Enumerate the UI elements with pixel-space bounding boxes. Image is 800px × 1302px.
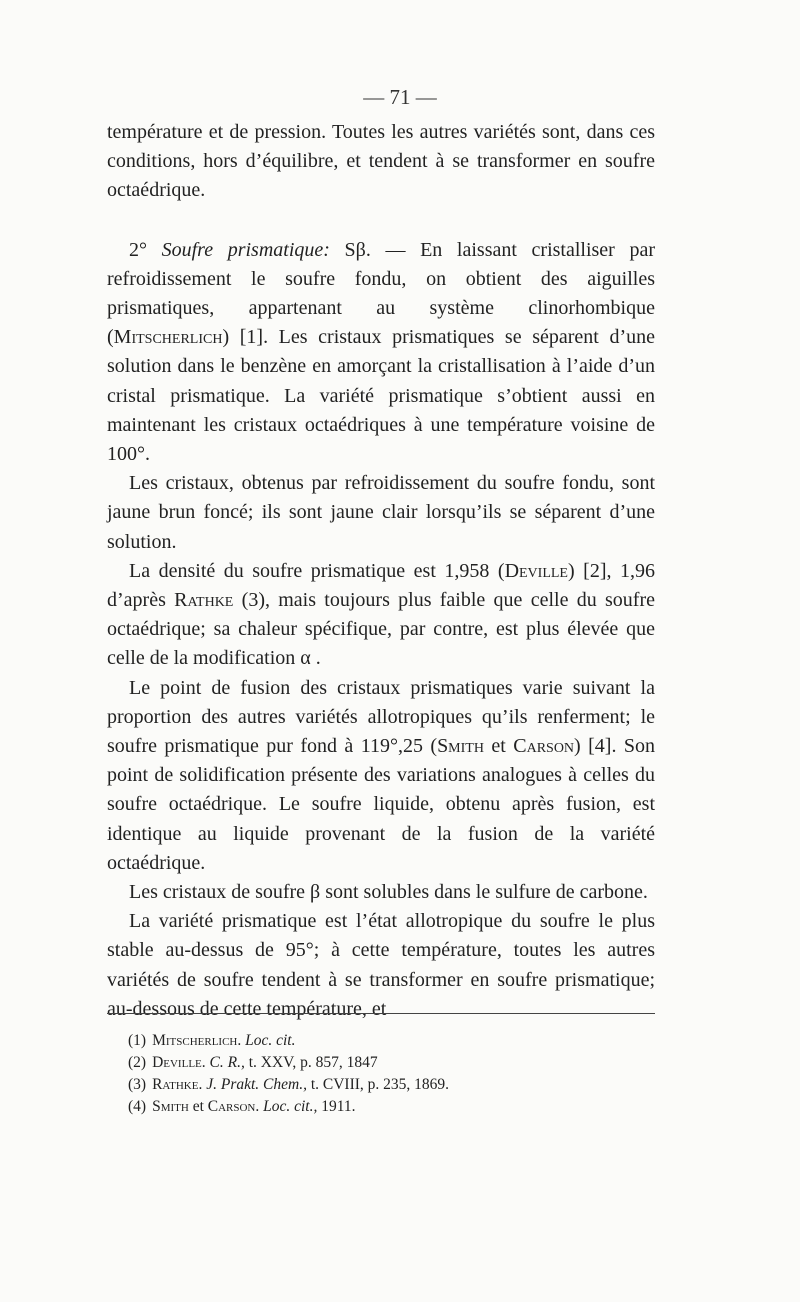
paragraph-text: (3), mais toujours plus faible que celle du soufre octaédrique; sa chaleur spécifique, par contre, est plus élevée que celle de la modification α . <box>107 589 655 670</box>
paragraph-densite <box>107 557 655 674</box>
footnote-detail: t. XXV, p. 857, 1847 <box>244 1054 378 1071</box>
footnote-4 <box>128 1096 655 1118</box>
paragraph-text: Sβ. — En laissant cristalliser par refroidissement le soufre fondu, on obtient des aiguilles prismatiques, appartenant au système clinorhombique ( <box>107 238 655 349</box>
paragraph-text: et <box>483 735 514 758</box>
author-name: Rathke <box>174 589 234 612</box>
paragraph-soufre-prismatique <box>107 236 655 470</box>
footnote-author: Deville. <box>152 1054 206 1071</box>
footnote-author: Rathke. <box>152 1076 203 1093</box>
footnote-joiner: et <box>188 1098 208 1115</box>
footnote-divider <box>107 1013 655 1014</box>
author-name: Smith <box>437 735 484 758</box>
footnote-marker: (3) <box>128 1076 147 1093</box>
body-text <box>107 118 655 1024</box>
page-number: — 71 — <box>363 85 437 109</box>
section-number: 2° <box>129 238 162 261</box>
footnote-marker: (1) <box>128 1032 147 1049</box>
paragraph-stabilite: La variété prismatique est l’état allotropique du soufre le plus stable au-dessus de 95°; à cette température, toutes les autres variétés de soufre tendent à se transformer en soufre prismatique; au-dessous de cette température, et <box>107 910 655 1020</box>
paragraph-text: ) [2], 1,96 d’après <box>107 559 655 612</box>
footnote-detail: 1911. <box>317 1098 356 1115</box>
footnote-marker: (4) <box>128 1098 147 1115</box>
footnote-reference: J. Prakt. Chem., <box>206 1076 307 1093</box>
footnote-detail: t. CVIII, p. 235, 1869. <box>306 1076 450 1093</box>
footnote-2 <box>128 1052 655 1074</box>
paragraph-text: ) [4]. Son point de solidification présente des variations analogues à celles du soufre octaédrique. Le soufre liquide, obtenu après fusion, est identique au liquide provenant de la fusion de la variété octaédrique. <box>107 735 655 874</box>
footnote-3 <box>128 1074 655 1096</box>
footnote-author: Mitscherlich. <box>152 1032 242 1049</box>
paragraph-couleur: Les cristaux, obtenus par refroidissement du soufre fondu, sont jaune brun foncé; ils sont jaune clair lorsqu’ils se séparent d’une solution. <box>107 472 655 553</box>
author-name: Deville <box>504 559 568 582</box>
footnotes <box>128 1030 655 1118</box>
footnote-author: Carson. <box>207 1098 260 1115</box>
paragraph-continuation: température et de pression. Toutes les autres variétés sont, dans ces conditions, hors d’équilibre, et tendent à se transformer en soufre octaédrique. <box>107 121 655 202</box>
footnote-reference: Loc. cit. <box>245 1032 296 1049</box>
section-title: Soufre prismatique: <box>161 238 330 261</box>
paragraph-solubilite: Les cristaux de soufre β sont solubles dans le sulfure de carbone. <box>129 881 648 904</box>
footnote-author: Smith <box>152 1098 189 1115</box>
footnote-marker: (2) <box>128 1054 147 1071</box>
paragraph-text: Le point de fusion des cristaux prismatiques varie suivant la proportion des autres variétés allotropiques qu’ils renferment; le soufre prismatique pur fond à 119°,25 ( <box>107 676 655 758</box>
footnote-reference: Loc. cit., <box>263 1098 318 1115</box>
paragraph-fusion <box>107 674 655 878</box>
author-name: Carson <box>513 735 575 758</box>
footnote-1 <box>128 1030 655 1052</box>
footnote-reference: C. R., <box>209 1054 245 1071</box>
paragraph-text: ) [1]. Les cristaux prismatiques se séparent d’une solution dans le benzène en amorçant la cristallisation à l’aide d’un cristal prismatique. La variété prismatique s’obtient aussi en maintenant les cristaux octaédriques à une température voisine de 100°. <box>107 326 655 466</box>
paragraph-text: La densité du soufre prismatique est 1,958 ( <box>129 559 505 582</box>
author-name: Mitscherlich <box>113 326 223 349</box>
